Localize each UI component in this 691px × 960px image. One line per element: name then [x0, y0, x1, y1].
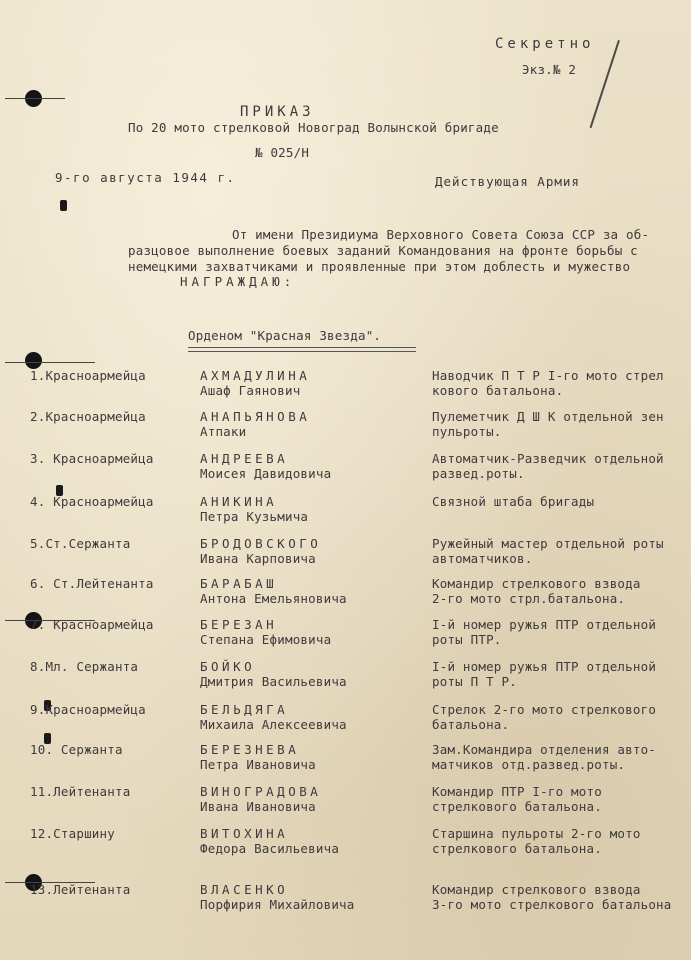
entry-position-cont: развед.роты. [432, 466, 525, 481]
entry-rank: 7. Красноармейца [30, 617, 154, 632]
entry-given-name: Степана Ефимовича [200, 632, 332, 647]
entry-given-name: Петра Кузьмича [200, 509, 309, 524]
award-entry [0, 451, 691, 491]
entry-position-cont: стрелкового батальона. [432, 841, 602, 856]
award-entry [0, 617, 691, 657]
entry-position-cont: роты П Т Р. [432, 674, 517, 689]
entry-rank: 10. Сержанта [30, 742, 123, 757]
entry-rank: 13.Лейтенанта [30, 882, 131, 897]
copy-number: Экз.№ 2 [522, 62, 577, 77]
entry-rank: 6. Ст.Лейтенанта [30, 576, 154, 591]
entry-surname: АНАПЬЯНОВА [200, 409, 311, 424]
entry-position: Командир стрелкового взвода [432, 576, 641, 591]
entry-surname: БЕРЕЗНЕВА [200, 742, 300, 757]
award-entry [0, 826, 691, 866]
entry-given-name: Антона Емельяновича [200, 591, 347, 606]
entry-rank: 9.Красноармейца [30, 702, 146, 717]
entry-position-cont: кового батальона. [432, 383, 564, 398]
entry-position: Ружейный мастер отдельной роты [432, 536, 664, 551]
award-entry [0, 409, 691, 449]
entry-position-cont: матчиков отд.развед.роты. [432, 757, 626, 772]
entry-position: Командир ПТР I-го мото [432, 784, 602, 799]
entry-given-name: Порфирия Михайловича [200, 897, 355, 912]
entry-position: Автоматчик-Разведчик отдельной [432, 451, 664, 466]
entry-surname: АНИКИНА [200, 494, 278, 509]
entry-position: Наводчик П Т Р I-го мото стрел [432, 368, 664, 383]
entry-surname: АНДРЕЕВА [200, 451, 289, 466]
entry-rank: 11.Лейтенанта [30, 784, 131, 799]
award-entry [0, 536, 691, 576]
award-entry [0, 368, 691, 408]
entry-surname: ВИТОХИНА [200, 826, 289, 841]
award-entry [0, 659, 691, 699]
entry-rank: 3. Красноармейца [30, 451, 154, 466]
preamble-line-2: разцовое выполнение боевых заданий Командования на фронте борьбы с [128, 243, 638, 258]
secret-stamp: Секретно [495, 36, 595, 52]
entry-surname: БАРАБАШ [200, 576, 278, 591]
army-label: Действующая Армия [435, 174, 580, 189]
entry-position: I-й номер ружья ПТР отдельной [432, 659, 657, 674]
entry-rank: 8.Мл. Сержанта [30, 659, 139, 674]
entry-surname: ВЛАСЕНКО [200, 882, 289, 897]
order-number: № 025/Н [255, 145, 310, 160]
entry-position-cont: автоматчиков. [432, 551, 533, 566]
entry-given-name: Ашаф Гаянович [200, 383, 301, 398]
entry-surname: БОЙКО [200, 659, 256, 674]
entry-rank: 2.Красноармейца [30, 409, 146, 424]
entry-given-name: Моисея Давидовича [200, 466, 332, 481]
entry-given-name: Михаила Алексеевича [200, 717, 347, 732]
entry-given-name: Атпаки [200, 424, 247, 439]
entry-surname: БРОДОВСКОГО [200, 536, 322, 551]
award-entry [0, 882, 691, 922]
entry-position: Стрелок 2-го мото стрелкового [432, 702, 657, 717]
entry-position: Командир стрелкового взвода [432, 882, 641, 897]
award-entry [0, 576, 691, 616]
preamble-line-1: От имени Президиума Верховного Совета Союза ССР за об- [232, 227, 650, 242]
entry-rank: 5.Ст.Сержанта [30, 536, 131, 551]
entry-position: Зам.Командира отделения авто- [432, 742, 657, 757]
order-name: Орденом "Красная Звезда". [188, 328, 382, 343]
entry-given-name: Федора Васильевича [200, 841, 340, 856]
award-entry [0, 702, 691, 742]
document-title: ПРИКАЗ [240, 104, 315, 120]
preamble-line-3: немецкими захватчиками и проявленные при этом доблесть и мужество [128, 259, 631, 274]
entry-surname: АХМАДУЛИНА [200, 368, 311, 383]
entry-given-name: Петра Ивановича [200, 757, 316, 772]
entry-position-cont: пульроты. [432, 424, 502, 439]
entry-surname: БЕЛЬДЯГА [200, 702, 289, 717]
entry-rank: 1.Красноармейца [30, 368, 146, 383]
entry-rank: 4. Красноармейца [30, 494, 154, 509]
award-entry [0, 742, 691, 782]
document-subtitle: По 20 мото стрелковой Новоград Волынской бригаде [128, 120, 499, 135]
order-date: 9-го августа 1944 г. [55, 170, 236, 185]
entry-given-name: Дмитрия Васильевича [200, 674, 347, 689]
entry-position-cont: батальона. [432, 717, 510, 732]
entry-rank: 12.Старшину [30, 826, 115, 841]
award-entry [0, 784, 691, 824]
entry-position: Пулеметчик Д Ш К отдельной зен [432, 409, 664, 424]
entry-position-cont: роты ПТР. [432, 632, 502, 647]
entry-position-cont: 2-го мото стрл.батальона. [432, 591, 626, 606]
entry-surname: ВИНОГРАДОВА [200, 784, 322, 799]
entry-position-cont: 3-го мото стрелкового батальона [432, 897, 672, 912]
entry-given-name: Ивана Ивановича [200, 799, 316, 814]
entry-given-name: Ивана Карповича [200, 551, 316, 566]
entry-surname: БЕРЕЗАН [200, 617, 278, 632]
entry-position: Старшина пульроты 2-го мото [432, 826, 641, 841]
award-verb: НАГРАЖДАЮ: [180, 274, 296, 289]
entry-position: I-й номер ружья ПТР отдельной [432, 617, 657, 632]
entry-position-cont: стрелкового батальона. [432, 799, 602, 814]
entry-position: Связной штаба бригады [432, 494, 595, 509]
award-entry [0, 494, 691, 534]
